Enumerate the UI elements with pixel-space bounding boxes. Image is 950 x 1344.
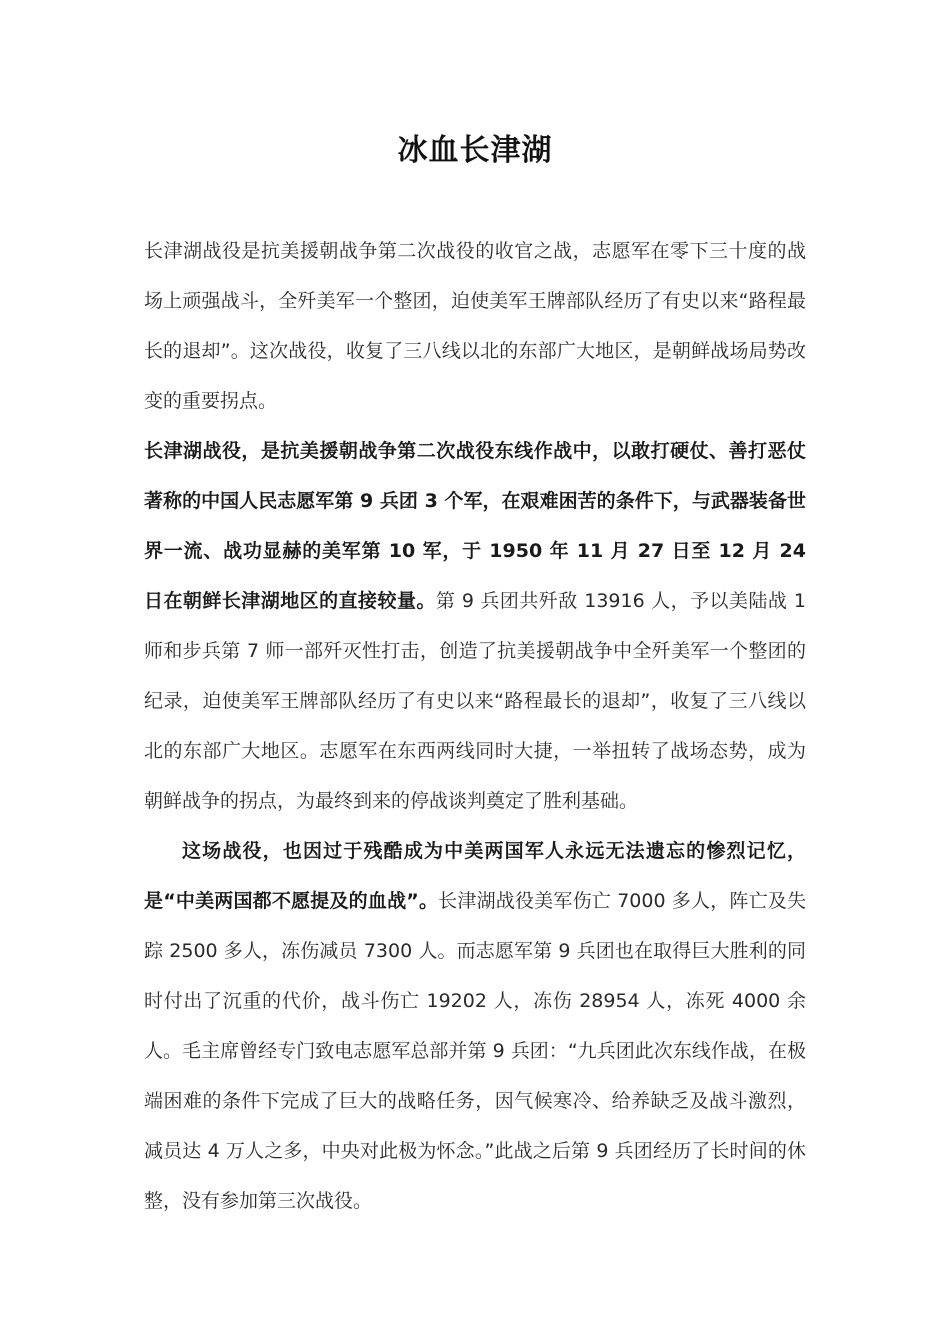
- paragraph-1: [144, 226, 806, 426]
- paragraph-3-text: 长津湖战役美军伤亡 7000 多人，阵亡及失踪 2500 多人，冻伤减员 7300 人。而志愿军第 9 兵团也在取得巨大胜利的同时付出了沉重的代价，战斗伤亡 19202 人，冻伤 28954 人，冻死 4000 余人。毛主席曾经专门致电志愿军总部并第 9 兵团：“九兵团此次东线作战，在极端困难的条件下完成了巨大的战略任务，因气候寒冷、给养缺乏及战斗激烈，减员达 4 万人之多，中央对此极为怀念。”此战之后第 9 兵团经历了长时间的休整，没有参加第三次战役。: [144, 890, 806, 1212]
- document-title: 冰血长津湖: [397, 133, 553, 168]
- document-body: [144, 226, 806, 1226]
- paragraph-3: [144, 826, 806, 1226]
- paragraph-1-text: 长津湖战役是抗美援朝战争第二次战役的收官之战，志愿军在零下三十度的战场上顽强战斗，全歼美军一个整团，迫使美军王牌部队经历了有史以来“路程最长的退却”。这次战役，收复了三八线以北的东部广大地区，是朝鲜战场局势改变的重要拐点。: [144, 240, 806, 412]
- paragraph-3-bold-text: 这场战役，也因过于残酷成为中美两国军人永远无法遗忘的惨烈记忆，是“中美两国都不愿提及的血战”。: [144, 840, 806, 912]
- paragraph-2: [144, 426, 806, 826]
- paragraph-2-text: 第 9 兵团共歼敌 13916 人，予以美陆战 1 师和步兵第 7 师一部歼灭性打击，创造了抗美援朝战争中全歼美军一个整团的纪录，迫使美军王牌部队经历了有史以来“路程最长的退却”，收复了三八线以北的东部广大地区。志愿军在东西两线同时大捷，一举扭转了战场态势，成为朝鲜战争的拐点，为最终到来的停战谈判奠定了胜利基础。: [144, 590, 806, 812]
- paragraph-2-bold-text: 长津湖战役，是抗美援朝战争第二次战役东线作战中，以敢打硬仗、善打恶仗著称的中国人民志愿军第 9 兵团 3 个军，在艰难困苦的条件下，与武器装备世界一流、战功显赫的美军第 10 军，于 1950 年 11 月 27 日至 12 月 24 日在朝鲜长津湖地区的直接较量。: [144, 440, 806, 612]
